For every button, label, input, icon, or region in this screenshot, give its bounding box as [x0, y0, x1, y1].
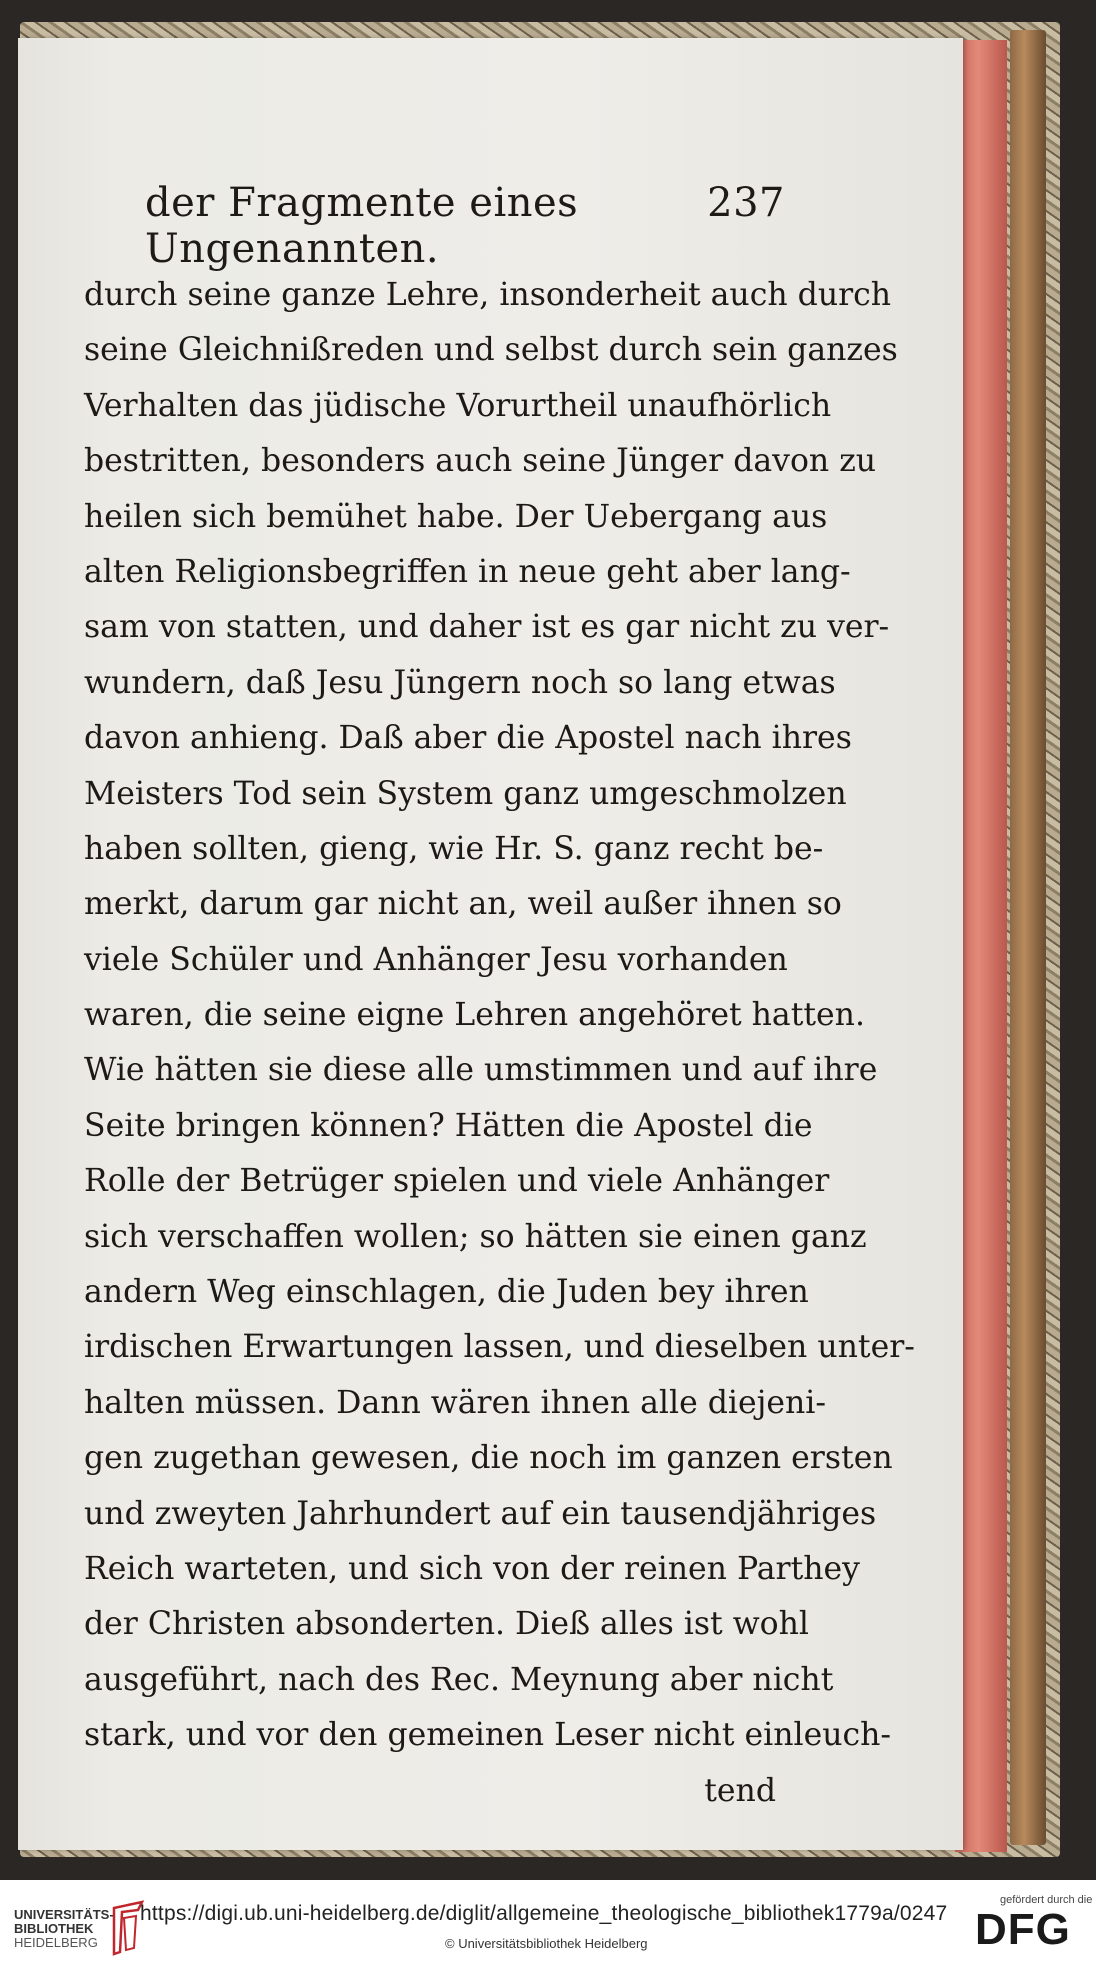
text-line: ausgeführt, nach des Rec. Meynung aber nicht	[84, 1661, 834, 1698]
text-line: gen zugethan gewesen, die noch im ganzen ersten	[84, 1440, 893, 1477]
text-line: stark, und vor den gemeinen Leser nicht einleuch-	[84, 1717, 892, 1754]
running-header	[145, 180, 785, 272]
text-line: wundern, daß Jesu Jüngern noch so lang etwas	[84, 664, 836, 701]
institution-line-1: UNIVERSITÄTS-	[14, 1907, 114, 1922]
text-line: davon anhieng. Daß aber die Apostel nach ihres	[84, 720, 852, 757]
text-line: waren, die seine eigne Lehren angehöret hatten.	[84, 997, 865, 1034]
text-line: sam von statten, und daher ist es gar nicht zu ver-	[84, 609, 890, 646]
text-line: haben sollten, gieng, wie Hr. S. ganz recht be-	[84, 830, 824, 867]
text-line: bestritten, besonders auch seine Jünger davon zu	[84, 443, 877, 480]
text-line: irdischen Erwartungen lassen, und dieselben unter-	[84, 1329, 915, 1366]
footer-bar	[0, 1880, 1096, 1962]
funder-label: gefördert durch die	[1000, 1894, 1093, 1906]
text-line: Seite bringen können? Hätten die Apostel die	[84, 1107, 813, 1144]
text-line: halten müssen. Dann wären ihnen alle diejeni-	[84, 1384, 827, 1421]
body-text	[84, 268, 915, 1819]
running-title: der Fragmente eines Ungenannten.	[145, 180, 579, 272]
text-line: durch seine ganze Lehre, insonderheit auch durch	[84, 277, 892, 313]
text-line: seine Gleichnißreden und selbst durch sein ganzes	[84, 332, 898, 369]
text-line: Reich warteten, und sich von der reinen Parthey	[84, 1550, 860, 1587]
institution-line-2: BIBLIOTHEK	[14, 1921, 94, 1936]
institution-line-3: HEIDELBERG	[14, 1935, 98, 1950]
copyright-notice: © Universitätsbibliothek Heidelberg	[445, 1936, 648, 1951]
text-line: Wie hätten sie diese alle umstimmen und auf ihre	[84, 1052, 878, 1089]
page-number: 237	[707, 180, 785, 226]
text-line: heilen sich bemühet habe. Der Uebergang aus	[84, 498, 828, 535]
text-line: andern Weg einschlagen, die Juden bey ihren	[84, 1274, 809, 1311]
text-line: merkt, darum gar nicht an, weil außer ihnen so	[84, 886, 842, 923]
text-line: Rolle der Betrüger spielen und viele Anhänger	[84, 1163, 830, 1200]
text-line: sich verschaffen wollen; so hätten sie einen ganz	[84, 1218, 867, 1255]
text-line: und zweyten Jahrhundert auf ein tausendjähriges	[84, 1495, 877, 1532]
permalink-url[interactable]: https://digi.ub.uni-heidelberg.de/diglit/allgemeine_theologische_bibliothek1779a/0247	[140, 1902, 948, 1925]
text-line: Verhalten das jüdische Vorurtheil unaufhörlich	[84, 387, 832, 424]
catchword: tend	[704, 1772, 776, 1809]
institution-logo-text	[14, 1908, 114, 1950]
cover-spine-edge	[1010, 30, 1046, 1845]
text-line: Meisters Tod sein System ganz umgeschmolzen	[84, 775, 847, 812]
text-line: viele Schüler und Anhänger Jesu vorhanden	[84, 941, 788, 978]
text-line: der Christen absonderten. Dieß alles ist wohl	[84, 1606, 809, 1643]
dfg-logo: DFG	[975, 1905, 1071, 1954]
text-line: alten Religionsbegriffen in neue geht aber lang-	[84, 553, 851, 590]
